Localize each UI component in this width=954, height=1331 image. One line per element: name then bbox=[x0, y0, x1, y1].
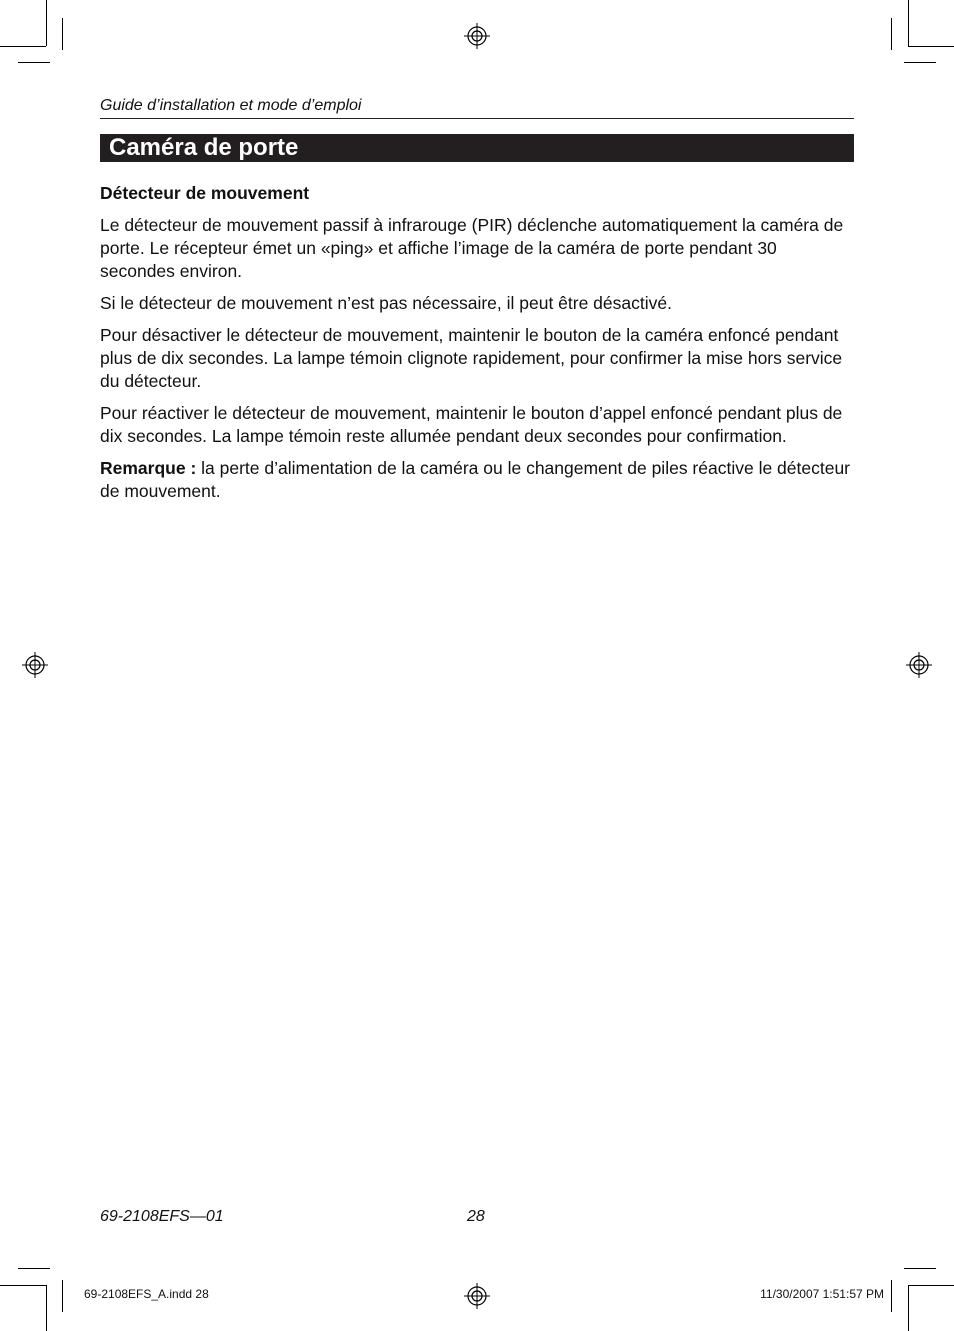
crop-mark bbox=[908, 46, 954, 47]
subheading: Détecteur de mouvement bbox=[100, 183, 310, 203]
crop-mark bbox=[0, 1285, 46, 1286]
crop-mark bbox=[62, 1280, 63, 1312]
crop-mark bbox=[891, 1280, 892, 1312]
header-rule bbox=[100, 118, 854, 119]
running-header: Guide d’installation et mode d’emploi bbox=[100, 97, 362, 114]
paragraph: Si le détecteur de mouvement n’est pas nécessaire, il peut être désactivé. bbox=[100, 293, 672, 313]
registration-mark-icon bbox=[464, 1283, 490, 1309]
crop-mark bbox=[18, 62, 50, 63]
crop-mark bbox=[908, 0, 909, 46]
document-code: 69-2108EFS—01 bbox=[100, 1208, 224, 1225]
page-content bbox=[100, 182, 854, 512]
crop-mark bbox=[62, 18, 63, 50]
note-text: la perte d’alimentation de la caméra ou le changement de piles réactive le détecteur de mouvement. bbox=[100, 458, 851, 501]
note-paragraph bbox=[100, 457, 854, 503]
crop-mark bbox=[0, 46, 46, 47]
crop-mark bbox=[891, 18, 892, 50]
crop-mark bbox=[46, 1285, 47, 1331]
crop-mark bbox=[18, 1268, 50, 1269]
section-title: Caméra de porte bbox=[109, 134, 299, 161]
note-label: Remarque : bbox=[100, 458, 197, 478]
crop-mark bbox=[46, 0, 47, 46]
registration-mark-icon bbox=[22, 652, 48, 678]
crop-mark bbox=[904, 62, 936, 63]
registration-mark-icon bbox=[464, 23, 490, 49]
paragraph: Pour réactiver le détecteur de mouvement, maintenir le bouton d’appel enfoncé pendant plus de dix secondes. La lampe témoin reste allumée pendant deux secondes pour confirmation. bbox=[100, 403, 843, 446]
crop-mark bbox=[908, 1285, 909, 1331]
paragraph: Pour désactiver le détecteur de mouvement, maintenir le bouton de la caméra enfoncé pendant plus de dix secondes. La lampe témoin clignote rapidement, pour confirmer la mise hors service du détecteur. bbox=[100, 325, 843, 391]
page-number: 28 bbox=[467, 1208, 485, 1225]
registration-mark-icon bbox=[906, 652, 932, 678]
paragraph: Le détecteur de mouvement passif à infrarouge (PIR) déclenche automatiquement la caméra de porte. Le récepteur émet un «ping» et affiche l’image de la caméra de porte pendant 30 secondes environ. bbox=[100, 215, 844, 281]
slug-file-info: 69-2108EFS_A.indd 28 bbox=[84, 1287, 209, 1301]
section-title-bar bbox=[100, 134, 854, 162]
crop-mark bbox=[908, 1285, 954, 1286]
crop-mark bbox=[904, 1268, 936, 1269]
slug-timestamp: 11/30/2007 1:51:57 PM bbox=[760, 1287, 884, 1301]
